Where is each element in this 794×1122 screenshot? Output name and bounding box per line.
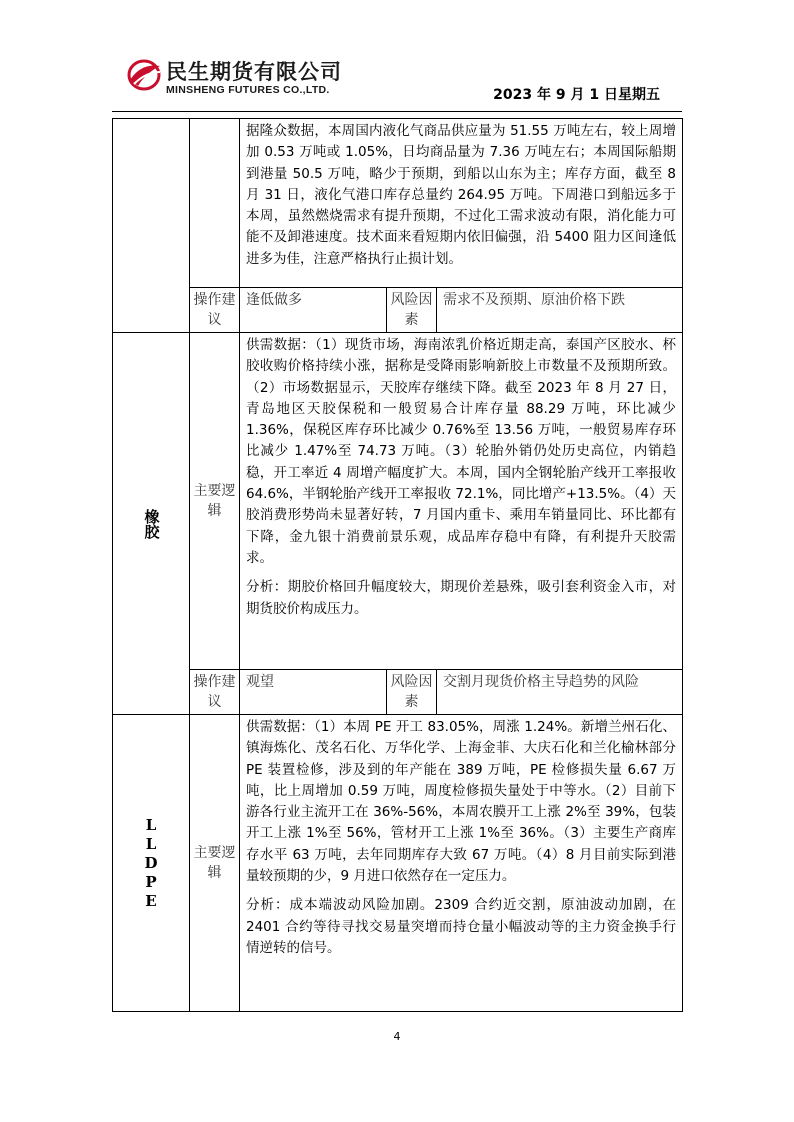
risk-value: 交割月现货价格主导趋势的风险 (437, 670, 683, 715)
table-row-rubber-logic (113, 333, 683, 670)
risk-label: 风险因素 (387, 288, 437, 333)
minsheng-logo-icon (126, 58, 162, 92)
lldpe-analysis-text: 分析：成本端波动风险加剧。2309 合约近交割，原油波动加剧，在 2401 合约等待寻找交易量突增而持仓量小幅波动等的主力资金换手行情逆转的信号。 (246, 897, 677, 956)
logic-label: 主要逻辑 (190, 715, 240, 1012)
rubber-logic-cell (240, 333, 683, 670)
page-header (0, 0, 794, 112)
category-text: LLDPE (144, 815, 158, 910)
risk-label: 风险因素 (387, 670, 437, 715)
table-row-lpg-op (113, 288, 683, 333)
op-value: 逢低做多 (240, 288, 387, 333)
lpg-logic-text: 据隆众数据，本周国内液化气商品供应量为 51.55 万吨左右，较上周增加 0.53 万吨或 1.05%，日均商品量为 7.36 万吨左右；本周国际船期到港量 50.5 万吨，略少于预期，到船以山东为主；库存方面，截至 8 月 31 日，液化气港口库存总量约 264.95 万吨。下周港口到船远多于本周，虽然燃烧需求有提升预期，不过化工需求波动有限，消化能力可能不及卸港速度。技术面来看短期内依旧偏强，沿 5400 阻力区间逢低进多为佳，注意严格执行止损计划。 (240, 119, 683, 288)
report-date: 2023 年 9 月 1 日星期五 (493, 87, 660, 103)
category-text: 橡胶 (142, 508, 161, 539)
logic-label: 主要逻辑 (190, 333, 240, 670)
analysis-table (112, 118, 683, 1012)
header-divider (112, 111, 682, 112)
company-name-en: MINSHENG FUTURES CO.,LTD. (166, 84, 330, 96)
lldpe-supply-text: 供需数据：（1）本周 PE 开工 83.05%，周涨 1.24%。新增兰州石化、镇海炼化、茂名石化、万华化学、上海金菲、大庆石化和兰化榆林部分 PE 装置检修，涉及到的年产能在 389 万吨，PE 检修损失量 6.67 万吨，比上周增加 0.59 万吨，周度检修损失量处于中等水。（2）目前下游各行业主流开工在 36%-56%，本周农膜开工上涨 2%至 39%，包装开工上涨 1%至 56%，管材开工上涨 1%至 36%。（3）主要生产商库存水平 63 万吨，去年同期库存大致 67 万吨。（4）8 月目前实际到港量较预期的少，9 月进口依然存在一定压力。 (246, 719, 677, 885)
category-cell-lpg (113, 119, 190, 333)
page-number: 4 (393, 1030, 401, 1043)
rubber-supply-text: 供需数据：（1）现货市场，海南浓乳价格近期走高，泰国产区胶水、杯胶收购价格持续小涨，据称是受降雨影响新胶上市数量不及预期所致。（2）市场数据显示，天胶库存继续下降。截至 2023 年 8 月 27 日，青岛地区天胶保税和一般贸易合计库存量 88.29 万吨，环比减少 1.36%，保税区库存环比减少 0.76%至 13.56 万吨，一般贸易库存环比减少 1.47%至 74.73 万吨。（3）轮胎外销仍处历史高位，内销趋稳，开工率近 4 周增产幅度扩大。本周，国内全钢轮胎产线开工率报收 64.6%，半钢轮胎产线开工率报收 72.1%，同比增产+13.5%。（4）天胶消费形势尚未显著好转，7 月国内重卡、乘用车销量同比、环比都有下降，金九银十消费前景乐观，成品库存稳中有降，有利提升天胶需求。 (246, 337, 677, 566)
table-row-rubber-op (113, 670, 683, 715)
risk-value: 需求不及预期、原油价格下跌 (437, 288, 683, 333)
op-value: 观望 (240, 670, 387, 715)
category-label-rubber (142, 509, 161, 539)
category-label-lldpe (144, 816, 158, 911)
category-cell-lldpe (113, 715, 190, 1012)
op-label: 操作建议 (190, 288, 240, 333)
category-cell-rubber (113, 333, 190, 715)
company-logo (126, 56, 366, 102)
lldpe-logic-cell (240, 715, 683, 1012)
company-name-cn: 民生期货有限公司 (166, 60, 342, 84)
op-label: 操作建议 (190, 670, 240, 715)
label-cell-empty (190, 119, 240, 288)
rubber-analysis-text: 分析：期胶价格回升幅度较大，期现价差悬殊，吸引套利资金入市，对期货胶价构成压力。 (246, 579, 677, 617)
table-row-lpg-logic (113, 119, 683, 288)
table-row-lldpe-logic (113, 715, 683, 1012)
